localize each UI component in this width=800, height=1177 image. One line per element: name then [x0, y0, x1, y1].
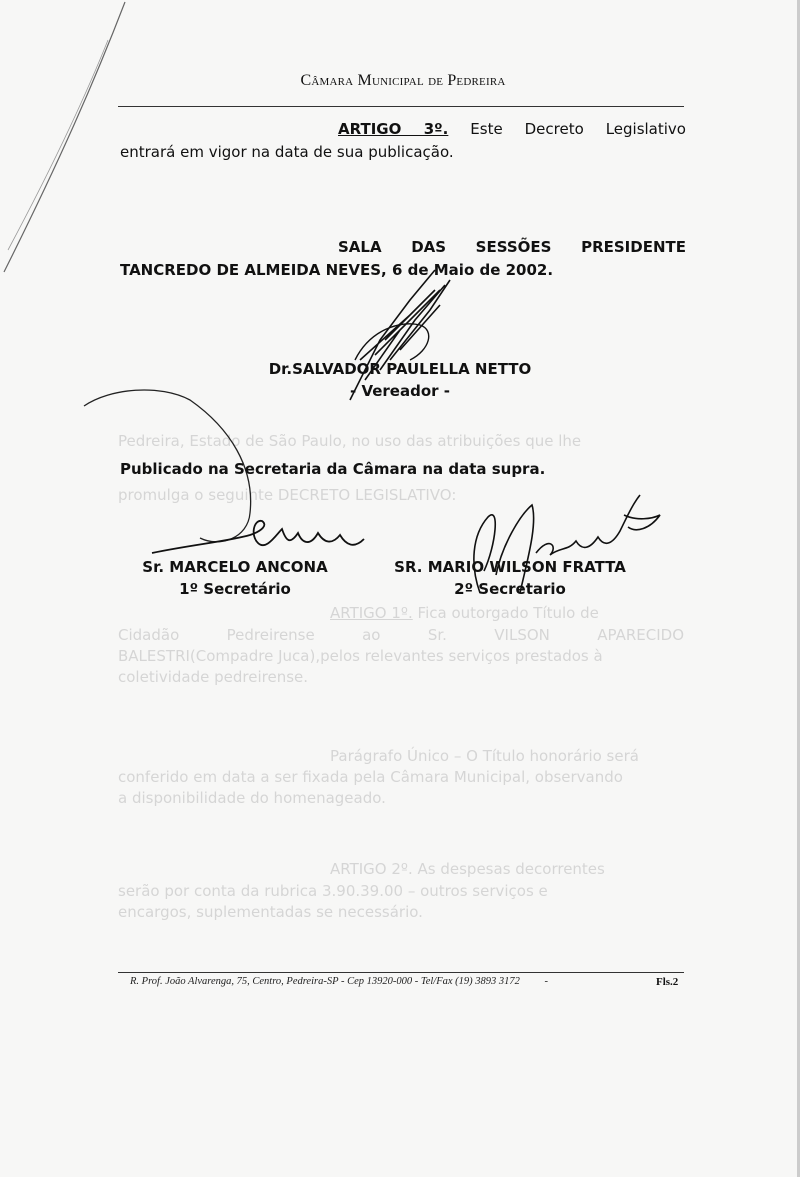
scan-artifact — [0, 0, 130, 280]
ghost-line: encargos, suplementadas se necessário. — [118, 903, 423, 921]
session-line-1: SALA DAS SESSÕES PRESIDENTE — [338, 238, 686, 256]
signatory-main-role: - Vereador - — [350, 382, 450, 400]
secretary-1-name: Sr. MARCELO ANCONA — [142, 558, 328, 576]
secretary-2-name: SR. MARIO WILSON FRATTA — [394, 558, 626, 576]
footer-address: R. Prof. João Alvarenga, 75, Centro, Pedreira-SP - Cep 13920-000 - Tel/Fax (19) 3893 3172 - — [130, 976, 549, 987]
ghost-line: promulga o seguinte DECRETO LEGISLATIVO: — [118, 486, 457, 504]
ghost-line: a disponibilidade do homenageado. — [118, 789, 386, 807]
ghost-line: ARTIGO 2º. As despesas decorrentes — [330, 860, 605, 878]
ghost-line: Pedreira, Estado de São Paulo, no uso das atribuições que lhe — [118, 432, 582, 450]
secretary-1-role: 1º Secretário — [179, 580, 291, 598]
signatory-main-name: Dr.SALVADOR PAULELLA NETTO — [268, 360, 532, 378]
ghost-line: Cidadão Pedreirense ao Sr. VILSON APARECIDO — [118, 626, 684, 644]
ghost-line: BALESTRI(Compadre Juca),pelos relevantes serviços prestados à — [118, 647, 603, 665]
page-number: Fls.2 — [656, 976, 679, 988]
ghost-line: serão por conta da rubrica 3.90.39.00 – outros serviços e — [118, 882, 548, 900]
article-3 — [120, 118, 686, 164]
session-line-2: TANCREDO DE ALMEIDA NEVES, 6 de Maio de 2002. — [120, 261, 554, 279]
article-3-label: ARTIGO 3º. — [338, 120, 449, 138]
header-rule — [118, 106, 684, 107]
secretary-1-block — [120, 556, 350, 600]
ghost-line: coletividade pedreirense. — [118, 668, 309, 686]
article-3-text-cont: entrará em vigor na data de sua publicação. — [120, 143, 454, 161]
document-header: Câmara Municipal de Pedreira — [300, 72, 506, 89]
ghost-line: conferido em data a ser fixada pela Câmara Municipal, observando — [118, 768, 623, 786]
secretary-2-block — [380, 556, 640, 600]
secretary-2-role: 2º Secretario — [454, 580, 566, 598]
footer-rule — [118, 972, 684, 973]
publication-note: Publicado na Secretaria da Câmara na data supra. — [120, 460, 546, 478]
ghost-line: Parágrafo Único – O Título honorário será — [330, 747, 639, 765]
ghost-line: ARTIGO 1º. Fica outorgado Título de — [330, 604, 599, 622]
article-3-text: Este Decreto Legislativo — [470, 120, 686, 138]
